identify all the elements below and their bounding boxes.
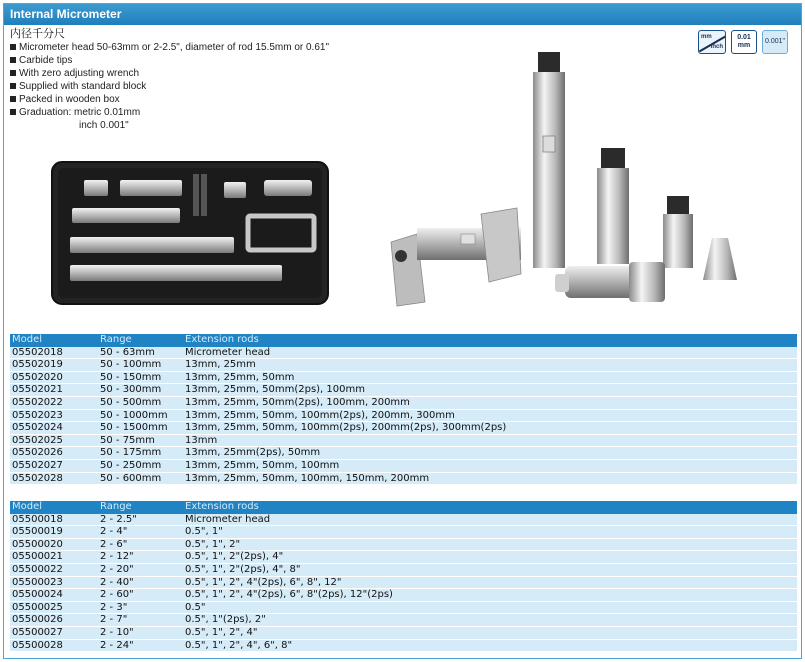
cell-model: 05500024	[12, 589, 63, 601]
table-row	[10, 514, 797, 527]
cell-model: 05502019	[12, 359, 63, 371]
cell-rods: 0.5", 1", 2"(2ps), 4"	[185, 551, 284, 563]
graduation-inch: inch 0.001"	[79, 120, 129, 131]
table-row	[10, 460, 797, 473]
cell-rods: 13mm, 25mm, 50mm, 100mm(2ps), 200mm, 300mm	[185, 409, 455, 421]
cell-model: 05502026	[12, 447, 63, 459]
cell-model: 05502020	[12, 371, 63, 383]
cell-model: 05500028	[12, 639, 63, 651]
cell-model: 05502021	[12, 384, 63, 396]
table-row	[10, 526, 797, 539]
cell-range: 2 - 3"	[100, 601, 128, 613]
page-title: Internal Micrometer	[4, 4, 801, 25]
cell-range: 2 - 2.5"	[100, 513, 137, 525]
cell-rods: 0.5", 1", 2", 4", 6", 8"	[185, 639, 293, 651]
table-row	[10, 551, 797, 564]
cell-model: 05500018	[12, 513, 63, 525]
cell-range: 2 - 4"	[100, 526, 128, 538]
table-row	[10, 397, 797, 410]
cell-rods: 13mm, 25mm, 50mm(2ps), 100mm, 200mm	[185, 396, 410, 408]
cell-model: 05500019	[12, 526, 63, 538]
table-row	[10, 627, 797, 640]
cell-model: 05500023	[12, 576, 63, 588]
cell-rods: 13mm, 25mm(2ps), 50mm	[185, 447, 321, 459]
table-row	[10, 640, 797, 653]
cell-range: 2 - 40"	[100, 576, 134, 588]
cell-range: 50 - 175mm	[100, 447, 162, 459]
feature-item: With zero adjusting wrench	[10, 67, 390, 80]
cell-model: 05502018	[12, 346, 63, 358]
feature-list	[10, 41, 390, 119]
badge-unit-top: mm	[701, 34, 712, 40]
cell-model: 05502023	[12, 409, 63, 421]
cell-model: 05500027	[12, 626, 63, 638]
cell-range: 2 - 20"	[100, 563, 134, 575]
cell-rods: 13mm	[185, 434, 218, 446]
cell-model: 05502025	[12, 434, 63, 446]
cell-range: 50 - 250mm	[100, 459, 162, 471]
header-range: Range	[100, 334, 132, 345]
cell-rods: 13mm, 25mm	[185, 359, 256, 371]
cell-range: 2 - 60"	[100, 589, 134, 601]
cell-range: 50 - 1000mm	[100, 409, 168, 421]
header-extension-rods: Extension rods	[185, 334, 259, 345]
table-row	[10, 602, 797, 615]
cell-range: 50 - 600mm	[100, 472, 162, 484]
cell-rods: Micrometer head	[185, 346, 271, 358]
feature-item: Supplied with standard block	[10, 80, 390, 93]
table-row	[10, 564, 797, 577]
cell-rods: 13mm, 25mm, 50mm	[185, 371, 295, 383]
table-row	[10, 589, 797, 602]
table-header-row	[10, 501, 797, 514]
cell-rods: 0.5", 1"	[185, 526, 223, 538]
table-row	[10, 539, 797, 552]
cell-model: 05500021	[12, 551, 63, 563]
feature-item: Graduation: metric 0.01mm	[10, 106, 390, 119]
table-row	[10, 372, 797, 385]
cell-range: 50 - 500mm	[100, 396, 162, 408]
header-model: Model	[12, 334, 43, 345]
cell-model: 05500020	[12, 538, 63, 550]
cell-model: 05502027	[12, 459, 63, 471]
cell-rods: 0.5", 1"(2ps), 2"	[185, 614, 266, 626]
table-row	[10, 384, 797, 397]
case-photo	[50, 160, 330, 306]
table-row	[10, 447, 797, 460]
cell-rods: 13mm, 25mm, 50mm, 100mm, 150mm, 200mm	[185, 472, 430, 484]
cell-rods: 0.5"	[185, 601, 206, 613]
inch-model-table	[10, 501, 797, 652]
chinese-title: 内径千分尺	[10, 27, 65, 40]
tools-photo	[385, 44, 785, 320]
cell-rods: 0.5", 1", 2"	[185, 538, 241, 550]
table-row	[10, 422, 797, 435]
badge-unit-bottom: inch	[710, 44, 723, 50]
cell-range: 2 - 7"	[100, 614, 128, 626]
table-row	[10, 410, 797, 423]
cell-model: 05500025	[12, 601, 63, 613]
cell-range: 50 - 63mm	[100, 346, 155, 358]
header-model: Model	[12, 501, 43, 512]
cell-range: 50 - 100mm	[100, 359, 162, 371]
table-row	[10, 473, 797, 486]
cell-range: 50 - 300mm	[100, 384, 162, 396]
cell-rods: 13mm, 25mm, 50mm, 100mm(2ps), 200mm(2ps), 300mm(2ps)	[185, 422, 507, 434]
header-extension-rods: Extension rods	[185, 501, 259, 512]
badge-inch-value: 0.001"	[764, 38, 785, 45]
cell-rods: 0.5", 1", 2", 4"(2ps), 6", 8", 12"	[185, 576, 342, 588]
badge-mm-value: 0.01 mm	[737, 34, 751, 49]
cell-model: 05502022	[12, 396, 63, 408]
cell-model: 05500026	[12, 614, 63, 626]
cell-model: 05502024	[12, 422, 63, 434]
cell-model: 05500022	[12, 563, 63, 575]
metric-model-table	[10, 334, 797, 485]
cell-range: 50 - 150mm	[100, 371, 162, 383]
table-row	[10, 347, 797, 360]
header-range: Range	[100, 501, 132, 512]
table-row	[10, 577, 797, 590]
cell-range: 2 - 10"	[100, 626, 134, 638]
cell-range: 50 - 75mm	[100, 434, 155, 446]
cell-rods: 0.5", 1", 2"(2ps), 4", 8"	[185, 563, 301, 575]
table-row	[10, 614, 797, 627]
feature-item: Carbide tips	[10, 54, 390, 67]
table-header-row	[10, 334, 797, 347]
cell-range: 2 - 12"	[100, 551, 134, 563]
cell-rods: 13mm, 25mm, 50mm, 100mm	[185, 459, 340, 471]
feature-item: Micrometer head 50-63mm or 2-2.5", diameter of rod 15.5mm or 0.61"	[10, 41, 390, 54]
cell-model: 05502028	[12, 472, 63, 484]
cell-rods: 0.5", 1", 2", 4"	[185, 626, 258, 638]
feature-block	[10, 27, 390, 132]
table-row	[10, 359, 797, 372]
cell-rods: Micrometer head	[185, 513, 271, 525]
cell-range: 2 - 24"	[100, 639, 134, 651]
cell-range: 50 - 1500mm	[100, 422, 168, 434]
cell-range: 2 - 6"	[100, 538, 128, 550]
cell-rods: 13mm, 25mm, 50mm(2ps), 100mm	[185, 384, 365, 396]
feature-item: Packed in wooden box	[10, 93, 390, 106]
cell-rods: 0.5", 1", 2", 4"(2ps), 6", 8"(2ps), 12"(2ps)	[185, 589, 393, 601]
table-row	[10, 435, 797, 448]
